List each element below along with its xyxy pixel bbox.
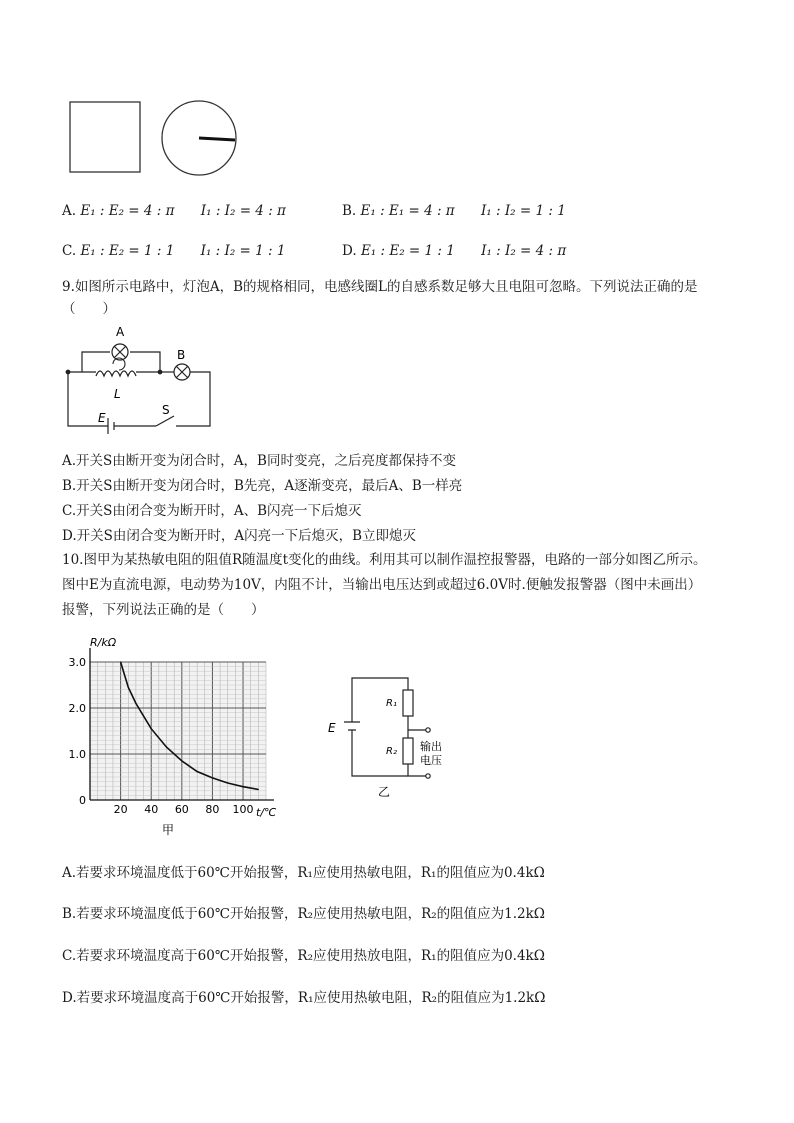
square-loop xyxy=(70,102,140,172)
q9-stem: 9.如图所示电路中，灯泡A，B的规格相同，电感线圈L的自感系数足够大且电阻可忽略。下列说法正确的是 xyxy=(62,279,698,295)
output-voltage-label-2: 电压 xyxy=(420,754,442,767)
source-label: E xyxy=(98,411,106,425)
chart-data-point xyxy=(212,777,213,778)
chart-x-tick-label: 60 xyxy=(174,803,189,816)
q8-option-d: D. E₁ : E₂ = 1 : 1 I₁ : I₂ = 4 : π xyxy=(342,243,567,259)
q8-option-a: A. E₁ : E₂ = 4 : π I₁ : I₂ = 4 : π xyxy=(62,203,286,219)
junction-dot xyxy=(66,370,70,374)
q8-option-b: B. E₁ : E₁ = 4 : π I₁ : I₂ = 1 : 1 xyxy=(342,203,566,219)
chart-title: 甲 xyxy=(162,823,175,837)
output-terminal-bottom xyxy=(426,774,430,778)
q9-option-a: A.开关S由断开变为闭合时，A，B同时变亮，之后亮度都保持不变 xyxy=(62,453,456,469)
chart-data-point xyxy=(242,786,243,787)
q10-stem-line-1: 10.图甲为某热敏电阻的阻值R随温度t变化的曲线。利用其可以制作温控报警器，电路的一部分如图乙所示。 xyxy=(62,552,707,568)
chart-data-point xyxy=(181,760,182,761)
q10-stem-line-2: 图中E为直流电源，电动势为10V，内阻不计，当输出电压达到或超过6.0V时.便触发报警器（图中未画出） xyxy=(62,577,702,593)
q9-answer-blank: （ ） xyxy=(62,301,116,317)
q9-option-b: B.开关S由断开变为闭合时，B先亮，A逐渐变亮，最后A、B一样亮 xyxy=(62,478,463,494)
q10-option-c: C.若要求环境温度高于60℃开始报警，R₂应使用热放电阻，R₁的阻值应为0.4kΩ xyxy=(62,948,545,964)
chart-data-point xyxy=(151,728,152,729)
switch-label: S xyxy=(162,403,170,417)
resistor-r1-symbol xyxy=(403,690,413,716)
chart-data-point xyxy=(197,771,198,772)
thermistor-r-t-chart xyxy=(64,632,284,844)
q9-option-d: D.开关S由闭合变为断开时，A闪亮一下后熄灭，B立即熄灭 xyxy=(62,528,417,544)
switch-s-symbol xyxy=(156,416,174,426)
chart-grid xyxy=(90,662,266,800)
circle-radius-rod xyxy=(199,138,235,140)
chart-data-point xyxy=(166,747,167,748)
resistor-r2-symbol xyxy=(403,738,413,764)
chart-data-point xyxy=(227,782,228,783)
q9-circuit-diagram xyxy=(64,322,214,440)
inductor-label: L xyxy=(114,387,121,401)
figure-b-caption: 乙 xyxy=(378,785,391,799)
output-terminal-top xyxy=(426,728,430,732)
output-voltage-label-1: 输出 xyxy=(420,740,442,753)
chart-x-tick-label: 20 xyxy=(113,803,128,816)
battery-e-symbol xyxy=(108,418,114,434)
source-e-label: E xyxy=(328,721,336,735)
chart-x-tick-label: 100 xyxy=(232,803,254,816)
chart-y-tick-label: 2.0 xyxy=(68,702,86,715)
battery-e-symbol xyxy=(344,722,360,730)
chart-x-axis-label: t/℃ xyxy=(256,806,277,819)
chart-x-tick-label: 80 xyxy=(205,803,220,816)
q10-option-b: B.若要求环境温度低于60℃开始报警，R₂应使用热敏电阻，R₂的阻值应为1.2kΩ xyxy=(62,906,545,922)
resistor-r2-label: R₂ xyxy=(386,746,397,757)
chart-y-tick-label: 0 xyxy=(79,794,86,807)
resistor-r1-label: R₁ xyxy=(386,698,397,709)
q10-option-d: D.若要求环境温度高于60℃开始报警，R₁应使用热敏电阻，R₂的阻值应为1.2kΩ xyxy=(62,990,546,1006)
q10-divider-circuit xyxy=(322,660,452,800)
q9-option-c: C.开关S由闭合变为断开时，A、B闪亮一下后熄灭 xyxy=(62,503,362,519)
chart-x-tick-label: 40 xyxy=(144,803,159,816)
chart-data-point xyxy=(258,789,259,790)
q8-option-c: C. E₁ : E₂ = 1 : 1 I₁ : I₂ = 1 : 1 xyxy=(62,243,286,259)
lamp-a-label: A xyxy=(116,325,125,339)
chart-y-tick-label: 3.0 xyxy=(68,656,86,669)
lamp-b-label: B xyxy=(177,348,186,362)
inductor-l-symbol xyxy=(96,371,136,376)
q8-loop-figure xyxy=(64,98,244,178)
chart-y-tick-label: 1.0 xyxy=(68,748,86,761)
chart-data-point xyxy=(135,703,136,704)
chart-data-point xyxy=(128,687,129,688)
q10-stem-line-3: 报警，下列说法正确的是（ ） xyxy=(62,602,265,618)
q10-option-a: A.若要求环境温度低于60℃开始报警，R₁应使用热敏电阻，R₁的阻值应为0.4kΩ xyxy=(62,865,545,881)
chart-data-point xyxy=(120,661,121,662)
chart-y-axis-label: R/kΩ xyxy=(90,636,117,649)
